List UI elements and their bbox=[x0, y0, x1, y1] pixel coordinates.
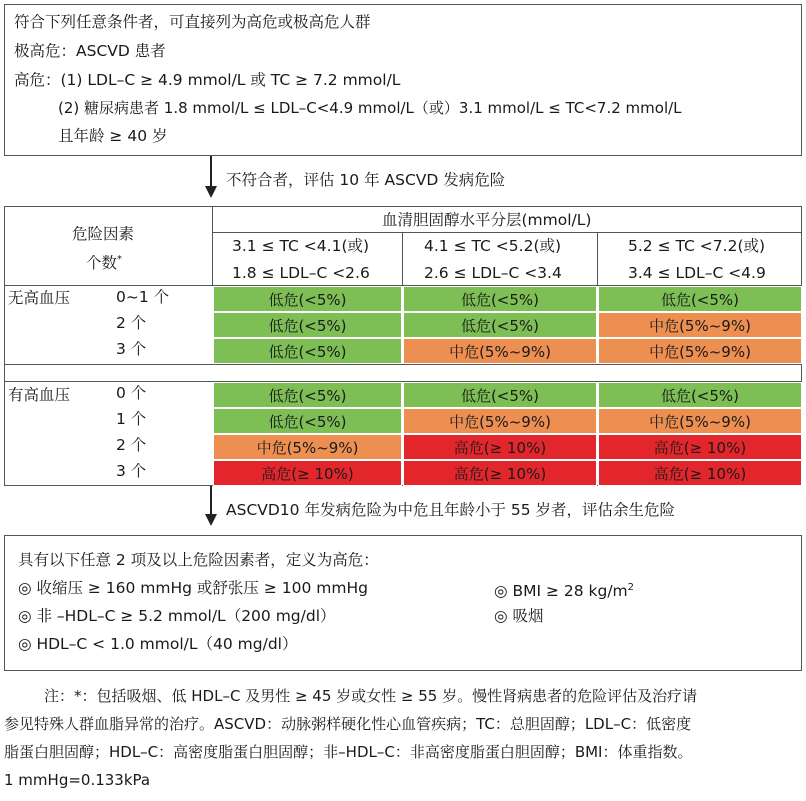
col1-header-a: 3.1 ≤ TC <4.1(或) bbox=[232, 237, 370, 255]
col3-header-b: 3.4 ≤ LDL–C <4.9 bbox=[628, 264, 766, 282]
htn-risk-cell-2-2: 高危(≥ 10%) bbox=[598, 434, 802, 460]
criteria-title: 符合下列任意条件者，可直接列为高危或极高危人群 bbox=[14, 13, 371, 31]
risk-item-bmi: ◎ BMI ≥ 28 $kg/m^2$ bbox=[494, 582, 635, 601]
risk-item-bp: ◎ 收缩压 ≥ 160 mmHg 或舒张压 ≥ 100 mmHg bbox=[18, 579, 368, 597]
htn-risk-cell-0-2: 低危(<5%) bbox=[598, 382, 802, 408]
htn-risk-cell-0-1: 低危(<5%) bbox=[403, 382, 597, 408]
no-htn-count-1: 2 个 bbox=[116, 314, 147, 332]
very-high-risk-line: 极高危：ASCVD 患者 bbox=[14, 42, 166, 60]
no-htn-count-2: 3 个 bbox=[116, 340, 147, 358]
htn-risk-cell-1-0: 低危(<5%) bbox=[213, 408, 402, 434]
no-htn-risk-cell-1-2: 中危(5%~9%) bbox=[598, 312, 802, 338]
no-htn-risk-cell-0-1: 低危(<5%) bbox=[403, 286, 597, 312]
htn-risk-cell-1-2: 中危(5%~9%) bbox=[598, 408, 802, 434]
table-divider-v bbox=[212, 206, 213, 286]
high-risk-line-2: (2) 糖尿病患者 1.8 mmol/L ≤ LDL–C<4.9 mmol/L（或）3.1 mmol/L ≤ TC<7.2 mmol/L bbox=[58, 99, 682, 117]
htn-count-3: 3 个 bbox=[116, 462, 147, 480]
col-divider-2 bbox=[597, 232, 598, 286]
htn-risk-cell-3-2: 高危(≥ 10%) bbox=[598, 460, 802, 486]
cholesterol-header: 血清胆固醇水平分层(mmol/L) bbox=[382, 211, 592, 229]
htn-count-2: 2 个 bbox=[116, 436, 147, 454]
note-line-2: 参见特殊人群血脂异常的治疗。ASCVD：动脉粥样硬化性心血管疾病；TC：总胆固醇；LDL–C：低密度 bbox=[4, 715, 692, 733]
no-htn-risk-cell-2-2: 中危(5%~9%) bbox=[598, 338, 802, 364]
no-hypertension-label: 无高血压 bbox=[8, 289, 71, 307]
note-line-4: 1 mmHg=0.133kPa bbox=[4, 771, 151, 789]
high-risk-line-3: 且年龄 ≥ 40 岁 bbox=[58, 127, 168, 145]
htn-count-0: 0 个 bbox=[116, 384, 147, 402]
no-htn-risk-cell-1-1: 低危(<5%) bbox=[403, 312, 597, 338]
col2-header-b: 2.6 ≤ LDL–C <3.4 bbox=[424, 264, 562, 282]
no-htn-risk-cell-2-1: 中危(5%~9%) bbox=[403, 338, 597, 364]
col-divider-1 bbox=[402, 232, 403, 286]
col3-header-a: 5.2 ≤ TC <7.2(或) bbox=[628, 237, 766, 255]
risk-factor-header-count: 个数* bbox=[86, 254, 123, 273]
arrow-2-label: ASCVD10 年发病危险为中危且年龄小于 55 岁者，评估余生危险 bbox=[226, 501, 676, 519]
down-arrow-2-shaft bbox=[210, 486, 212, 514]
htn-risk-cell-0-0: 低危(<5%) bbox=[213, 382, 402, 408]
no-htn-risk-cell-0-2: 低危(<5%) bbox=[598, 286, 802, 312]
htn-risk-cell-2-1: 高危(≥ 10%) bbox=[403, 434, 597, 460]
no-htn-risk-cell-2-0: 低危(<5%) bbox=[213, 338, 402, 364]
no-htn-risk-cell-1-0: 低危(<5%) bbox=[213, 312, 402, 338]
down-arrow-1-shaft bbox=[210, 156, 212, 186]
risk-item-non-hdl: ◎ 非 –HDL–C ≥ 5.2 mmol/L（200 mg/dl） bbox=[18, 607, 336, 625]
no-htn-count-0: 0~1 个 bbox=[116, 288, 170, 306]
col1-header-b: 1.8 ≤ LDL–C <2.6 bbox=[232, 264, 370, 282]
arrow-1-label: 不符合者，评估 10 年 ASCVD 发病危险 bbox=[226, 171, 506, 189]
note-line-3: 脂蛋白胆固醇；HDL–C：高密度脂蛋白胆固醇；非–HDL–C：非高密度脂蛋白胆固醇；BMI：体重指数。 bbox=[4, 743, 693, 761]
htn-risk-cell-3-0: 高危(≥ 10%) bbox=[213, 460, 402, 486]
note-line-1: 注：*：包括吸烟、低 HDL–C 及男性 ≥ 45 岁或女性 ≥ 55 岁。慢性肾病患者的危险评估及治疗请 bbox=[44, 687, 698, 705]
risk-item-hdl: ◎ HDL–C < 1.0 mmol/L（40 mg/dl） bbox=[18, 635, 298, 653]
down-arrow-2-icon bbox=[205, 514, 217, 526]
down-arrow-1-icon bbox=[205, 186, 217, 198]
htn-risk-cell-2-0: 中危(5%~9%) bbox=[213, 434, 402, 460]
htn-risk-cell-1-1: 中危(5%~9%) bbox=[403, 408, 597, 434]
risk-item-smoking: ◎ 吸烟 bbox=[494, 607, 544, 625]
lifetime-risk-title: 具有以下任意 2 项及以上危险因素者，定义为高危： bbox=[18, 551, 379, 569]
hypertension-label: 有高血压 bbox=[8, 386, 71, 404]
risk-factor-header: 危险因素 bbox=[72, 225, 135, 243]
htn-risk-cell-3-1: 高危(≥ 10%) bbox=[403, 460, 597, 486]
header-divider bbox=[212, 232, 802, 233]
high-risk-line-1: 高危：(1) LDL–C ≥ 4.9 mmol/L 或 TC ≥ 7.2 mmol/L bbox=[14, 71, 401, 89]
htn-count-1: 1 个 bbox=[116, 410, 147, 428]
col2-header-a: 4.1 ≤ TC <5.2(或) bbox=[424, 237, 562, 255]
no-htn-risk-cell-0-0: 低危(<5%) bbox=[213, 286, 402, 312]
